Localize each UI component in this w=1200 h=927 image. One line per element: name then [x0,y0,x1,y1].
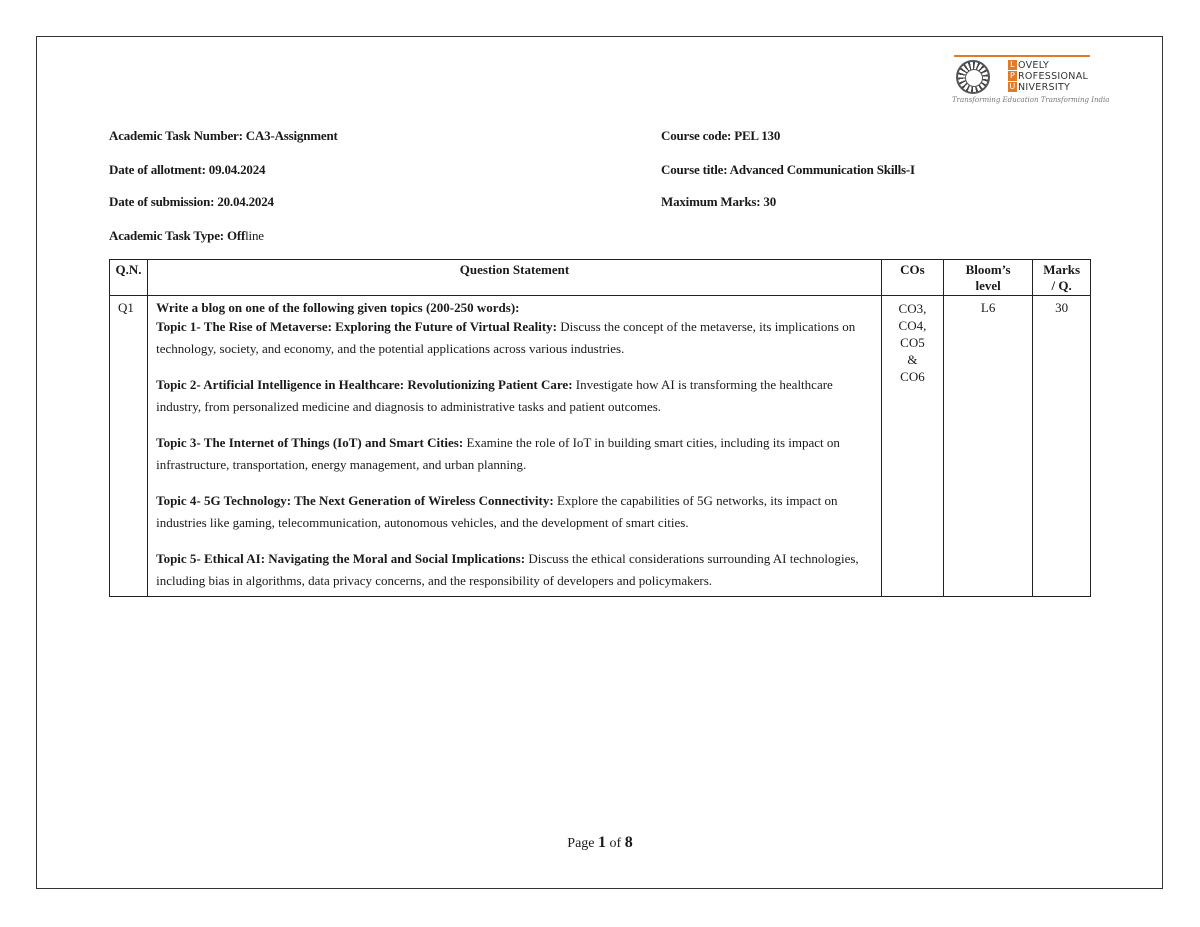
cell-marks: 30 [1033,296,1091,597]
topic-2: Topic 2- Artificial Intelligence in Healthcare: Revolutionizing Patient Care: Investigate how AI is transforming the healthcare industry, from personalized medicine and diagnosis to administrative tasks and patient outcomes. [156,377,833,414]
topic-5: Topic 5- Ethical AI: Navigating the Moral and Social Implications: Discuss the ethical considerations surrounding AI technologies, including bias in algorithms, data privacy concerns, and the responsibility of developers and policymakers. [156,551,859,588]
header-question-statement: Question Statement [148,260,882,296]
logo-tagline: Transforming Education Transforming India [952,96,1110,104]
university-logo [952,54,1110,108]
cell-cos: CO3, CO4, CO5 & CO6 [881,296,943,597]
logo-wordmark: L OVELY P ROFESSIONAL U NIVERSITY [1009,60,1089,93]
header-qn: Q.N. [110,260,148,296]
university-seal-icon [956,60,990,94]
course-title: Course title: Advanced Communication Skills-I [661,162,915,177]
header-cos: COs [881,260,943,296]
task-number: Academic Task Number: CA3-Assignment [109,128,338,143]
header-blooms-level: Bloom’s level [943,260,1032,296]
date-of-submission: Date of submission: 20.04.2024 [109,194,274,209]
cell-blooms-level: L6 [943,296,1032,597]
maximum-marks: Maximum Marks: 30 [661,194,777,209]
header-marks: Marks / Q. [1033,260,1091,296]
topic-3: Topic 3- The Internet of Things (IoT) and Smart Cities: Examine the role of IoT in building smart cities, including its impact on infrastructure, transportation, energy management, and urban planning. [156,435,840,472]
cell-qn: Q1 [110,296,148,597]
page-footer: Page 1 of 8 [567,834,633,851]
logo-accent-line [954,55,1090,57]
table-header-row [110,260,1091,296]
question-table [109,259,1091,597]
topic-4: Topic 4- 5G Technology: The Next Generation of Wireless Connectivity: Explore the capabilities of 5G networks, its impact on industries like gaming, telecommunication, autonomous vehicles, and the development of smart cities. [156,493,838,530]
date-of-allotment: Date of allotment: 09.04.2024 [109,162,266,177]
table-row [110,296,1091,597]
topic-1: Topic 1- The Rise of Metaverse: Exploring the Future of Virtual Reality: Discuss the concept of the metaverse, its implications on technology, society, and economy, and the potential applications across various industries. [156,319,856,356]
cell-question-statement [148,296,882,597]
course-code: Course code: PEL 130 [661,128,781,143]
task-type: Academic Task Type: Offline [109,228,264,243]
question-intro: Write a blog on one of the following given topics (200-250 words): [156,300,520,315]
